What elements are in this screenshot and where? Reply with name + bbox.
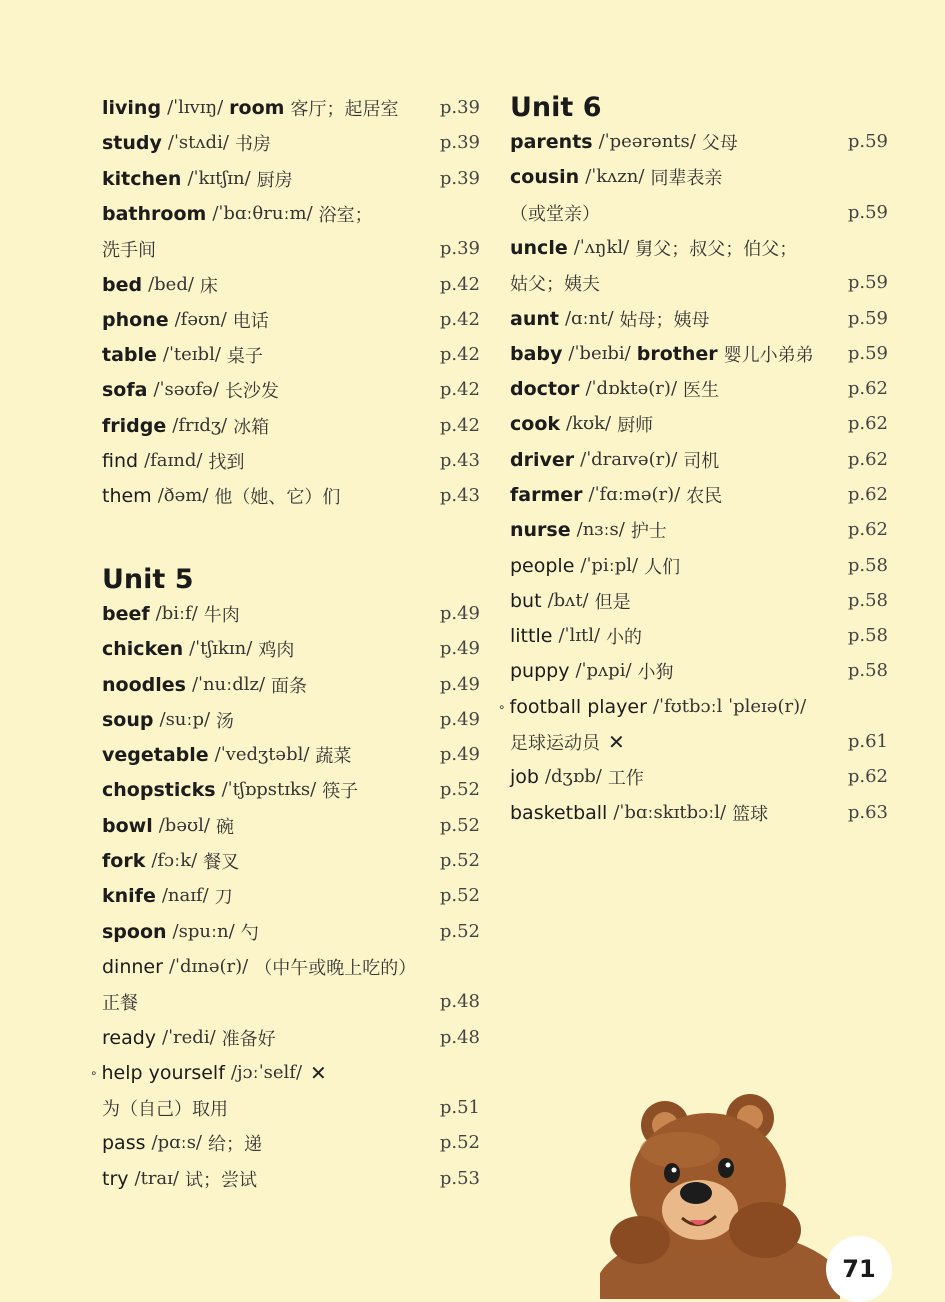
- vocab-entry: [510, 553, 680, 579]
- vocab-word: them: [102, 484, 152, 507]
- vocab-word: noodles: [102, 673, 186, 696]
- chinese-meaning: 厨房: [256, 169, 293, 191]
- vocab-entry: [510, 447, 719, 473]
- chinese-meaning: 碗: [215, 816, 234, 838]
- vocab-word: puppy: [510, 659, 570, 682]
- vocab-entry: [102, 413, 269, 439]
- vocab-word: living: [102, 96, 162, 119]
- vocab-entry: [102, 448, 244, 474]
- phonetic: /traɪ/: [134, 1168, 179, 1189]
- phonetic: /ˈkʌzn/: [585, 166, 645, 187]
- vocab-entry: [102, 1130, 262, 1156]
- phonetic: /jɔːˈself/: [230, 1062, 303, 1083]
- chinese-meaning: 筷子: [322, 780, 359, 802]
- phonetic: /ˈfɑːmə(r)/: [588, 484, 681, 505]
- phonetic: /ˈdraɪvə(r)/: [580, 449, 678, 470]
- vocab-entry: [102, 483, 340, 509]
- chinese-meaning: 护士: [630, 520, 667, 542]
- page-reference: p.42: [439, 309, 480, 330]
- vocab-entry: [510, 800, 768, 826]
- vocab-entry: [510, 658, 674, 684]
- vocab-entry: [102, 307, 269, 333]
- vocab-line: [102, 231, 480, 266]
- vocab-word: knife: [102, 884, 156, 907]
- chinese-meaning: 工作: [607, 767, 644, 789]
- vocab-line: [510, 195, 888, 230]
- vocab-line: [102, 443, 480, 478]
- vocab-word: people: [510, 554, 575, 577]
- vocab-line: [510, 512, 888, 547]
- vocab-line: [102, 408, 480, 443]
- page-reference: p.39: [439, 97, 480, 118]
- page-reference: p.42: [439, 415, 480, 436]
- vocab-line: [102, 667, 480, 702]
- phonetic: /ˈredi/: [162, 1027, 216, 1048]
- phonetic: /ðəm/: [157, 485, 209, 506]
- vocab-entry: [102, 1025, 276, 1051]
- page-reference: p.58: [847, 660, 888, 681]
- phonetic: /spuːn/: [172, 921, 235, 942]
- chinese-meaning: 医生: [683, 379, 720, 401]
- phonetic: /dʒɒb/: [544, 766, 602, 787]
- chinese-meaning: 厨师: [617, 414, 654, 436]
- vocab-line: [102, 949, 480, 984]
- phonetic: /ˈfʊtbɔːl ˈpleɪə(r)/: [652, 696, 807, 717]
- vocab-entry: [102, 95, 398, 121]
- chinese-meaning: 同辈表亲: [650, 167, 723, 189]
- phonetic: /ˈpiːpl/: [580, 555, 639, 576]
- vocab-word: try: [102, 1167, 129, 1190]
- vocab-word: driver: [510, 448, 575, 471]
- phonetic: /ˈdɪnə(r)/: [168, 956, 249, 977]
- vocab-line: [510, 618, 888, 653]
- vocab-word: find: [102, 449, 139, 472]
- vocab-line: [510, 442, 888, 477]
- page-reference: p.52: [439, 850, 480, 871]
- vocab-line: [102, 161, 480, 196]
- phonetic: /nɜːs/: [576, 519, 625, 540]
- vocab-entry: [510, 306, 710, 332]
- x-mark: ✕: [608, 729, 625, 754]
- vocab-line: [102, 90, 480, 125]
- page-reference: p.49: [439, 674, 480, 695]
- page-reference: p.52: [439, 1132, 480, 1153]
- page-reference: p.61: [847, 731, 888, 752]
- vocab-line: [510, 124, 888, 159]
- phonetic: /ˈkɪtʃɪn/: [187, 168, 251, 189]
- vocab-line: [102, 1090, 480, 1125]
- phonetic: /fɔːk/: [151, 850, 198, 871]
- phonetic: /kʊk/: [566, 413, 612, 434]
- phonetic: /biːf/: [155, 603, 198, 624]
- vocab-word: aunt: [510, 307, 559, 330]
- chinese-meaning: 汤: [216, 710, 235, 732]
- vocab-line: [102, 914, 480, 949]
- vocab-line: [102, 478, 480, 513]
- vocab-line: [102, 631, 480, 666]
- vocab-word: pass: [102, 1131, 146, 1154]
- unit-5-heading: Unit 5: [102, 564, 194, 595]
- page-reference: p.42: [439, 344, 480, 365]
- page-reference: p.48: [439, 991, 480, 1012]
- vocab-line: [102, 125, 480, 160]
- phonetic: /ɑːnt/: [564, 308, 614, 329]
- chinese-meaning: 试；尝试: [184, 1169, 257, 1191]
- vocab-word: spoon: [102, 920, 167, 943]
- vocab-word: table: [102, 343, 157, 366]
- vocab-entry: [510, 341, 814, 367]
- vocab-entry: [510, 235, 797, 261]
- vocab-word: job: [510, 765, 539, 788]
- vocab-entry: [102, 989, 138, 1015]
- vocab-entry: [102, 813, 234, 839]
- vocab-word: but: [510, 589, 542, 612]
- vocab-entry: [102, 742, 351, 768]
- vocab-entry: [510, 164, 722, 190]
- chinese-meaning: 浴室；: [318, 204, 373, 226]
- chinese-meaning: 婴儿小弟弟: [723, 344, 814, 366]
- vocab-entry: [102, 601, 240, 627]
- chinese-meaning: 小狗: [637, 661, 674, 683]
- chinese-meaning: 书房: [234, 133, 271, 155]
- vocab-entry: [510, 623, 642, 649]
- vocab-word: dinner: [102, 955, 163, 978]
- vocab-line: [510, 159, 888, 194]
- vocab-word: baby: [510, 342, 563, 365]
- vocab-line: [102, 737, 480, 772]
- vocab-entry: [510, 376, 719, 402]
- vocab-entry: [102, 777, 358, 803]
- vocab-line: [102, 372, 480, 407]
- vocab-entry: [102, 1166, 257, 1192]
- vocab-word: brother: [636, 342, 718, 365]
- vocab-entry: [102, 672, 307, 698]
- vocab-word: bathroom: [102, 202, 207, 225]
- vocab-word: cousin: [510, 165, 580, 188]
- page-reference: p.49: [439, 638, 480, 659]
- phonetic: /ˈpʌpi/: [575, 660, 632, 681]
- vocab-entry: [510, 200, 600, 226]
- page-reference: p.52: [439, 921, 480, 942]
- vocab-entry: [102, 130, 271, 156]
- vocab-line: [510, 759, 888, 794]
- page-reference: p.58: [847, 590, 888, 611]
- chinese-meaning: 父母: [701, 132, 738, 154]
- circle-mark: ∘: [90, 1065, 98, 1080]
- chinese-meaning: 给；递: [208, 1133, 262, 1155]
- chinese-meaning: 冰箱: [233, 416, 270, 438]
- chinese-meaning: 人们: [644, 556, 681, 578]
- vocab-entry: [102, 883, 233, 909]
- chinese-meaning: 洗手间: [102, 239, 156, 261]
- vocab-line: [90, 1055, 480, 1090]
- vocab-word: farmer: [510, 483, 583, 506]
- bear-mascot-icon: [600, 1090, 840, 1299]
- vocab-line: [102, 878, 480, 913]
- vocab-line: [102, 1020, 480, 1055]
- vocab-word: beef: [102, 602, 150, 625]
- vocab-line: [510, 336, 888, 371]
- page-reference: p.39: [439, 168, 480, 189]
- phonetic: /pɑːs/: [151, 1132, 202, 1153]
- chinese-meaning: 鸡肉: [258, 639, 295, 661]
- page-reference: p.62: [847, 378, 888, 399]
- vocab-entry: [510, 729, 625, 755]
- chinese-meaning: 客厅；起居室: [290, 98, 399, 120]
- page-reference: p.48: [439, 1027, 480, 1048]
- vocab-line: [510, 653, 888, 688]
- chinese-meaning: 刀: [214, 886, 233, 908]
- circle-mark: ∘: [498, 699, 506, 714]
- page-reference: p.52: [439, 779, 480, 800]
- chinese-meaning: 正餐: [102, 992, 138, 1014]
- vocab-entry: [510, 270, 600, 296]
- page-reference: p.63: [847, 802, 888, 823]
- vocab-entry: [102, 236, 156, 262]
- phonetic: /ˈteɪbl/: [162, 344, 221, 365]
- vocab-entry: [102, 377, 279, 403]
- page-reference: p.49: [439, 709, 480, 730]
- vocab-entry: [510, 517, 667, 543]
- vocab-word: uncle: [510, 236, 568, 259]
- phonetic: /bed/: [148, 274, 194, 295]
- vocab-entry: [102, 919, 259, 945]
- chinese-meaning: 桌子: [226, 345, 263, 367]
- page-reference: p.62: [847, 766, 888, 787]
- page-reference: p.62: [847, 519, 888, 540]
- chinese-meaning: 但是: [594, 591, 631, 613]
- phonetic: /ˈbeɪbi/: [568, 343, 631, 364]
- vocab-entry: [102, 848, 239, 874]
- vocab-entry: [102, 1095, 228, 1121]
- chinese-meaning: 蔬菜: [315, 745, 352, 767]
- vocab-entry: [102, 166, 293, 192]
- vocab-word: soup: [102, 708, 154, 731]
- chinese-meaning: 准备好: [221, 1028, 276, 1050]
- vocab-line: [102, 772, 480, 807]
- page-number: 71: [826, 1236, 892, 1302]
- phonetic: /ˈtʃɪkɪn/: [189, 638, 253, 659]
- vocab-entry: [102, 707, 234, 733]
- vocab-entry: [90, 1060, 327, 1085]
- vocab-line: [102, 843, 480, 878]
- phonetic: /bʌt/: [547, 590, 589, 611]
- vocab-line: [498, 689, 888, 724]
- chinese-meaning: 牛肉: [203, 604, 240, 626]
- chinese-meaning: 篮球: [732, 803, 769, 825]
- vocab-word: ready: [102, 1026, 157, 1049]
- vocab-entry: [510, 411, 653, 437]
- page-reference: p.43: [439, 485, 480, 506]
- page-reference: p.59: [847, 272, 888, 293]
- page-reference: p.59: [847, 131, 888, 152]
- vocab-entry: [510, 129, 738, 155]
- phonetic: /naɪf/: [161, 885, 209, 906]
- page-reference: p.62: [847, 484, 888, 505]
- vocab-word: nurse: [510, 518, 571, 541]
- phonetic: /ˈʌŋkl/: [573, 237, 630, 258]
- vocab-word: room: [229, 96, 285, 119]
- vocab-line: [510, 371, 888, 406]
- vocab-entry: [510, 482, 722, 508]
- vocab-word: cook: [510, 412, 561, 435]
- chinese-meaning: 农民: [686, 485, 723, 507]
- phonetic: /ˈnuːdlz/: [191, 674, 266, 695]
- page-reference: p.53: [439, 1168, 480, 1189]
- page-reference: p.42: [439, 379, 480, 400]
- phonetic: /frɪdʒ/: [172, 415, 228, 436]
- chinese-meaning: 餐叉: [203, 851, 240, 873]
- vocab-word: parents: [510, 130, 593, 153]
- page-reference: p.49: [439, 744, 480, 765]
- phonetic: /ˈbɑːskɪtbɔːl/: [613, 802, 727, 823]
- vocab-line: [102, 196, 480, 231]
- chinese-meaning: 他（她、它）们: [214, 486, 341, 508]
- vocab-entry: [102, 636, 294, 662]
- chinese-meaning: 勺: [240, 922, 259, 944]
- vocab-entry: [510, 764, 644, 790]
- phonetic: /bəʊl/: [158, 815, 210, 836]
- vocab-line: [102, 337, 480, 372]
- vocab-word: phone: [102, 308, 169, 331]
- vocab-word: doctor: [510, 377, 580, 400]
- vocab-entry: [102, 342, 263, 368]
- page-reference: p.58: [847, 625, 888, 646]
- vocab-line: [510, 301, 888, 336]
- chinese-meaning: 电话: [232, 310, 269, 332]
- vocab-word: bowl: [102, 814, 153, 837]
- vocab-line: [102, 1161, 480, 1196]
- phonetic: /ˈbɑːθruːm/: [212, 203, 313, 224]
- x-mark: ✕: [310, 1060, 327, 1085]
- page-reference: p.51: [439, 1097, 480, 1118]
- unit-6-heading: Unit 6: [510, 92, 602, 123]
- phonetic: /ˈstʌdi/: [167, 132, 229, 153]
- page-reference: p.59: [847, 343, 888, 364]
- vocab-line: [102, 596, 480, 631]
- page-reference: p.62: [847, 413, 888, 434]
- chinese-meaning: 面条: [271, 675, 308, 697]
- chinese-meaning: 为（自己）取用: [102, 1098, 228, 1120]
- vocab-word: chopsticks: [102, 778, 216, 801]
- page-reference: p.39: [439, 238, 480, 259]
- phonetic: /suːp/: [159, 709, 211, 730]
- page-reference: p.42: [439, 274, 480, 295]
- vocab-entry: [102, 272, 218, 298]
- vocab-entry: [102, 201, 373, 227]
- phonetic: /ˈsəʊfə/: [153, 379, 219, 400]
- vocab-word: little: [510, 624, 553, 647]
- vocab-line: [102, 1125, 480, 1160]
- chinese-meaning: 姑母；姨母: [619, 309, 710, 331]
- phonetic: /ˈlɪtl/: [558, 625, 601, 646]
- vocab-line: [510, 795, 888, 830]
- vocab-entry: [498, 695, 807, 718]
- vocab-entry: [102, 954, 416, 980]
- phonetic: /faɪnd/: [144, 450, 203, 471]
- page-reference: p.59: [847, 202, 888, 223]
- phonetic: /ˈlɪvɪŋ/: [167, 97, 224, 118]
- vocab-word: sofa: [102, 378, 148, 401]
- vocab-word: fork: [102, 849, 146, 872]
- phonetic: /ˈpeərənts/: [598, 131, 696, 152]
- page-reference: p.52: [439, 885, 480, 906]
- vocab-word: basketball: [510, 801, 608, 824]
- vocab-line: [102, 702, 480, 737]
- page-reference: p.52: [439, 815, 480, 836]
- phonetic: /ˈtʃɒpstɪks/: [221, 779, 317, 800]
- vocab-word: vegetable: [102, 743, 209, 766]
- chinese-meaning: （或堂亲）: [510, 203, 600, 225]
- vocab-line: [510, 265, 888, 300]
- page-reference: p.43: [439, 450, 480, 471]
- vocab-word: football player: [509, 695, 647, 718]
- chinese-meaning: 舅父；叔父；伯父；: [635, 238, 798, 260]
- phonetic: /ˈdɒktə(r)/: [585, 378, 678, 399]
- chinese-meaning: 小的: [606, 626, 643, 648]
- phonetic: /ˈvedʒtəbl/: [214, 744, 310, 765]
- chinese-meaning: 找到: [208, 451, 245, 473]
- page-reference: p.62: [847, 449, 888, 470]
- chinese-meaning: 长沙发: [224, 380, 279, 402]
- vocab-line: [510, 583, 888, 618]
- vocab-line: [102, 302, 480, 337]
- vocab-entry: [510, 588, 631, 614]
- vocab-word: fridge: [102, 414, 167, 437]
- vocab-line: [510, 230, 888, 265]
- vocab-line: [102, 808, 480, 843]
- vocab-word: kitchen: [102, 167, 182, 190]
- page-reference: p.58: [847, 555, 888, 576]
- chinese-meaning: 足球运动员: [510, 732, 600, 754]
- chinese-meaning: （中午或晚上吃的）: [254, 957, 417, 979]
- phonetic: /fəʊn/: [174, 309, 227, 330]
- vocab-word: study: [102, 131, 162, 154]
- page-reference: p.39: [439, 132, 480, 153]
- page-reference: p.49: [439, 603, 480, 624]
- vocab-word: bed: [102, 273, 143, 296]
- chinese-meaning: 姑父；姨夫: [510, 273, 600, 295]
- chinese-meaning: 司机: [683, 450, 720, 472]
- vocab-line: [510, 724, 888, 759]
- vocab-line: [510, 406, 888, 441]
- vocab-line: [510, 548, 888, 583]
- vocab-word: help yourself: [101, 1061, 225, 1084]
- vocab-line: [510, 477, 888, 512]
- vocab-word: chicken: [102, 637, 184, 660]
- page-reference: p.59: [847, 308, 888, 329]
- chinese-meaning: 床: [199, 275, 218, 297]
- vocab-line: [102, 984, 480, 1019]
- vocab-line: [102, 267, 480, 302]
